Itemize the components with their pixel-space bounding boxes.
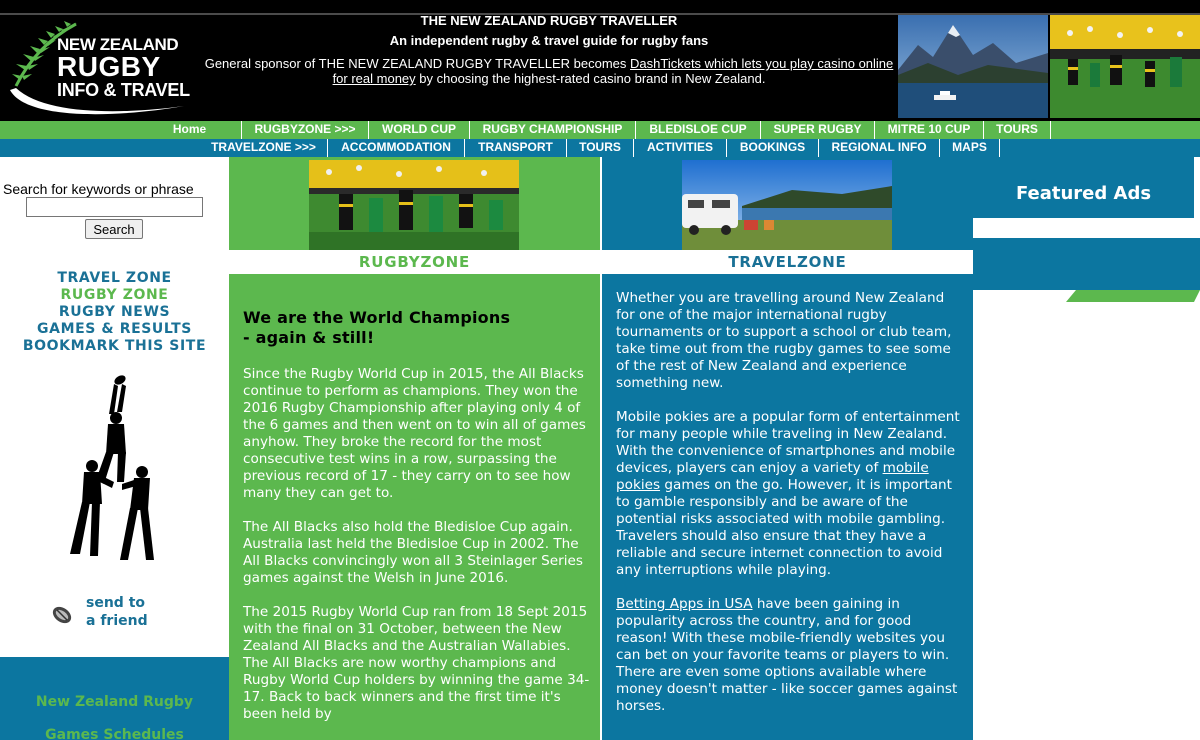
milford-sound-photo	[898, 15, 1048, 118]
rugby-ball-icon	[50, 604, 74, 626]
travelzone-column	[600, 157, 973, 740]
nav-super-rugby[interactable]: SUPER RUGBY	[761, 121, 875, 139]
travelzone-paragraph-1: Whether you are travelling around New Zealand for one of the major international rugby tournaments or to support a school or club team, take time out from the rugby games to see some of the rest of New Zealand and experience something new.	[616, 290, 952, 391]
nav-home[interactable]: Home	[138, 121, 242, 139]
site-logo[interactable]	[6, 18, 192, 118]
sidebar-link-travel-zone[interactable]: TRAVEL ZONE	[57, 270, 172, 286]
sponsor-prefix: General sponsor of THE NEW ZEALAND RUGBY TRAVELLER becomes	[204, 56, 631, 71]
sidebar-link-nz-rugby[interactable]: New Zealand Rugby	[35, 694, 194, 710]
send-to-friend-link[interactable]	[50, 594, 190, 634]
sidebar-links	[0, 270, 229, 355]
rugbyzone-heading	[243, 308, 593, 348]
sponsor-suffix: by choosing the highest-rated casino brand in New Zealand.	[415, 71, 766, 86]
rugbyzone-paragraph: Since the Rugby World Cup in 2015, the All Blacks continue to perform as champions. They won the 2016 Rugby Championship after playing only 4 of the 6 games and then went on to win all of games anyhow. They broke the record for the most consecutive test wins in a row, surpassing the previous record of 17 - they carry on to see how many they can get to.	[243, 366, 586, 501]
mobile-pokies-link[interactable]: mobile pokies	[616, 460, 929, 493]
sidebar-link-games-schedules[interactable]: Games Schedules	[45, 727, 184, 740]
featured-ads-header	[973, 157, 1194, 218]
sidebar-link-rugby-zone[interactable]: RUGBY ZONE	[60, 287, 169, 303]
logo-wordmark	[57, 36, 190, 99]
search-button[interactable]: Search	[85, 219, 143, 239]
nav-transport[interactable]: TRANSPORT	[465, 139, 567, 157]
site-title: THE NEW ZEALAND RUGBY TRAVELLER	[420, 13, 678, 28]
nav-mitre-10-cup[interactable]: MITRE 10 CUP	[875, 121, 984, 139]
nav-travelzone[interactable]: TRAVELZONE >>>	[200, 139, 328, 157]
logo-line-3: INFO & TRAVEL	[57, 80, 190, 100]
nav-maps[interactable]: MAPS	[940, 139, 1000, 157]
travelzone-photo	[682, 160, 892, 250]
featured-ads-title: Featured Ads	[1015, 183, 1152, 204]
rugbyzone-heading-line-2: - again & still!	[243, 328, 375, 347]
nav-tours-travel[interactable]: TOURS	[567, 139, 634, 157]
search-label: Search for keywords or phrase	[3, 181, 194, 197]
nav-rugbyzone[interactable]: RUGBYZONE >>>	[242, 121, 369, 139]
nav-accommodation[interactable]: ACCOMMODATION	[328, 139, 465, 157]
send-friend-line-2: a friend	[86, 613, 148, 629]
travelzone-p3-suffix: have been gaining in popularity across the country, and for good reason! With these mobile-friendly websites you can bet on your favorite teams or players to win. There are even some options available where money doesn't matter - like soccer games against horses.	[616, 596, 958, 714]
travelzone-paragraph-3	[616, 596, 966, 715]
nav-world-cup[interactable]: WORLD CUP	[369, 121, 470, 139]
rugbyzone-photo	[309, 160, 519, 250]
rugbyzone-column	[229, 157, 600, 740]
logo-line-1: NEW ZEALAND	[57, 35, 179, 54]
betting-apps-link[interactable]: Betting Apps in USA	[616, 596, 753, 612]
tab-travelzone[interactable]: TRAVELZONE	[602, 250, 973, 274]
rugbyzone-paragraph: The 2015 Rugby World Cup ran from 18 Sept 2015 with the final on 31 October, between the New Zealand All Blacks and the Australian Wallabies. The All Blacks are now worthy champions and Rugby World Cup holders by winning the game 34-17. Back to back winners and the first time it's been held by	[243, 604, 590, 722]
sidebar-link-bookmark[interactable]: BOOKMARK THIS SITE	[22, 338, 207, 354]
sponsor-link[interactable]: DashTickets which lets you play casino online for real money	[332, 56, 894, 86]
travelzone-article	[616, 290, 966, 732]
nav-rugby-championship[interactable]: RUGBY CHAMPIONSHIP	[470, 121, 636, 139]
travelzone-p2-prefix: Mobile pokies are a popular form of entertainment for many people while traveling in New Zealand. With the convenience of smartphones and mobile devices, players can enjoy a variety of	[616, 409, 960, 476]
nav-activities[interactable]: ACTIVITIES	[634, 139, 727, 157]
nav-bookings[interactable]: BOOKINGS	[727, 139, 819, 157]
rugbyzone-paragraph: The All Blacks also hold the Bledisloe Cup again. Australia last held the Bledisloe Cup in 2002. The All Blacks convincingly won all 3 Steinlager Series games against the Welsh in June 2016.	[243, 519, 583, 586]
travelzone-paragraph-2	[616, 409, 966, 579]
send-friend-line-1: send to	[86, 595, 146, 611]
lineout-silhouette-icon	[62, 374, 158, 564]
rugby-match-photo	[1050, 15, 1200, 118]
tab-rugbyzone[interactable]: RUGBYZONE	[229, 250, 600, 274]
nav-bledisloe-cup[interactable]: BLEDISLOE CUP	[636, 121, 761, 139]
rugby-nav-bar	[0, 121, 1200, 139]
search-input[interactable]	[26, 197, 203, 217]
travelzone-p2-suffix: games on the go. However, it is important to gamble responsibly and be aware of the potential risks associated with mobile gambling. Travelers should also ensure that they have a reliable and secure internet connection to avoid any interruptions while playing.	[616, 477, 952, 578]
sidebar-link-games-results[interactable]: GAMES & RESULTS	[37, 321, 192, 337]
sidebar-lower-panel	[0, 657, 229, 740]
send-to-friend-label	[86, 594, 148, 630]
site-tagline: An independent rugby & travel guide for rugby fans	[389, 33, 709, 48]
featured-ads-panel	[973, 238, 1200, 290]
rugbyzone-article	[243, 366, 595, 740]
left-sidebar	[0, 157, 229, 657]
rugbyzone-heading-line-1: We are the World Champions	[243, 308, 511, 327]
nav-tours-rugby[interactable]: TOURS	[984, 121, 1051, 139]
logo-line-2: RUGBY	[57, 51, 161, 82]
sponsor-notice	[200, 56, 898, 86]
nav-regional-info[interactable]: REGIONAL INFO	[819, 139, 940, 157]
sidebar-link-rugby-news[interactable]: RUGBY NEWS	[58, 304, 171, 320]
featured-ads-divider	[1066, 290, 1200, 302]
travel-nav-bar	[0, 139, 1200, 157]
